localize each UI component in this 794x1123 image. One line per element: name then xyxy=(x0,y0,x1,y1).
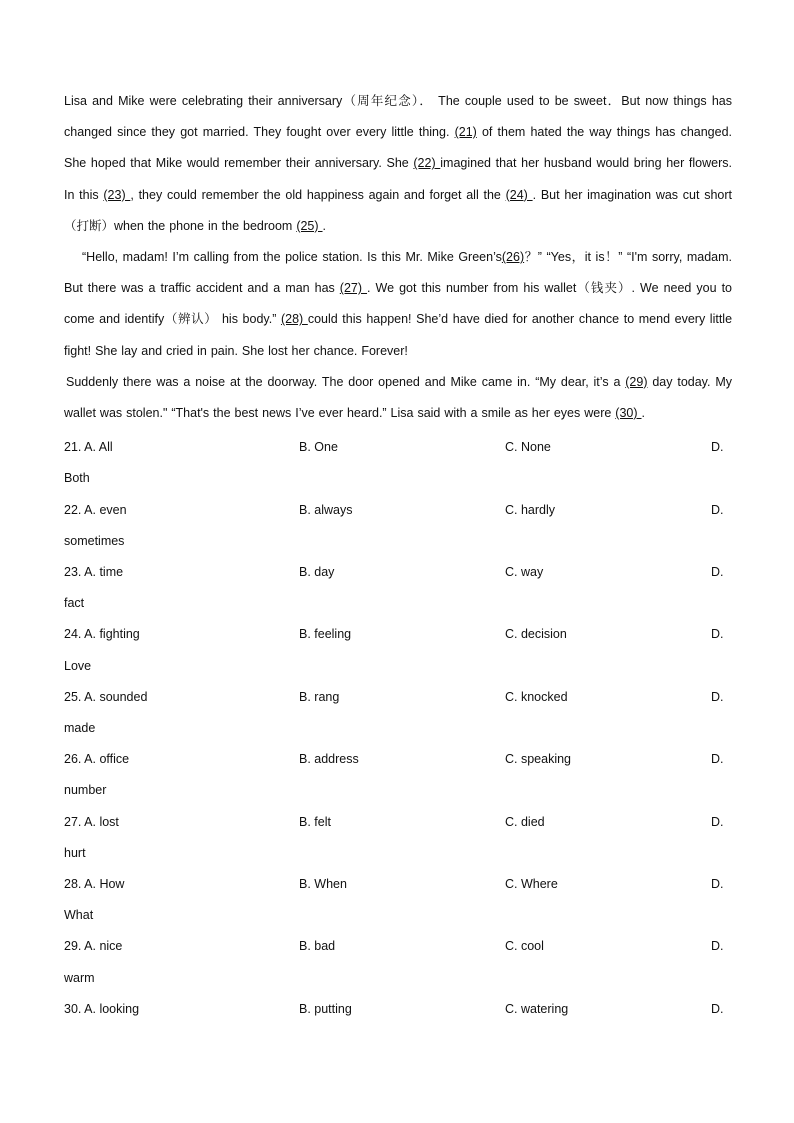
option-c: C. None xyxy=(505,440,551,455)
answer-blank: (21) xyxy=(454,125,477,140)
option-b: B. day xyxy=(299,565,335,580)
option-b: B. address xyxy=(299,752,359,767)
option-d-label: D. xyxy=(711,565,724,580)
question-row xyxy=(64,931,732,993)
passage-text: . We got this number from his wallet（钱夹）. We need you to come and identify（辨认） his body.” xyxy=(64,281,733,327)
option-a: 24. A. fighting xyxy=(64,627,140,642)
option-d-label: D. xyxy=(711,752,724,767)
option-c: C. way xyxy=(505,565,544,580)
question-row xyxy=(64,682,732,744)
option-a: 30. A. looking xyxy=(64,1001,140,1016)
option-a: 22. A. even xyxy=(64,502,127,517)
passage-text: Lisa and Mike were celebrating their anniversary（周年纪念）． The couple used to be sweet．But now things has changed since they got married. They fought over every little thing. xyxy=(64,94,732,140)
worksheet-page xyxy=(64,86,732,1025)
option-d-text: Both xyxy=(64,471,90,486)
option-c: C. decision xyxy=(505,627,567,642)
option-c: C. speaking xyxy=(505,752,572,767)
option-c: C. cool xyxy=(505,939,544,954)
option-b: B. One xyxy=(299,440,338,455)
question-row xyxy=(64,869,732,931)
option-d-label: D. xyxy=(711,1001,724,1016)
passage-text: “Hello, madam! I’m calling from the police station. Is this Mr. Mike Green’s xyxy=(82,250,502,265)
option-d-label: D. xyxy=(711,814,724,829)
question-row xyxy=(64,432,732,494)
option-d-label: D. xyxy=(711,939,724,954)
option-d-label: D. xyxy=(711,689,724,704)
answer-blank: (24) xyxy=(505,187,533,202)
question-row xyxy=(64,557,732,619)
answer-blank: (29) xyxy=(625,374,648,389)
option-d-text: fact xyxy=(64,596,85,611)
option-a: 26. A. office xyxy=(64,752,130,767)
question-row xyxy=(64,495,732,557)
option-d-text: Love xyxy=(64,658,92,673)
passage-text: ？” “Yes，it is！” “I'm sorry, madam. But there was a traffic accident and a man has xyxy=(64,250,732,296)
option-b: B. bad xyxy=(299,939,336,954)
question-row xyxy=(64,807,732,869)
answer-blank: (30) xyxy=(615,406,642,421)
option-b: B. rang xyxy=(299,689,340,704)
option-d-label: D. xyxy=(711,627,724,642)
passage-text: imagined that her husband would bring her flowers. In this xyxy=(64,156,732,202)
option-a: 27. A. lost xyxy=(64,814,119,829)
passage-paragraph-1 xyxy=(64,86,732,242)
question-row xyxy=(64,619,732,681)
passage-text: . xyxy=(641,406,645,421)
option-c: C. hardly xyxy=(505,502,556,517)
option-b: B. feeling xyxy=(299,627,352,642)
option-d-text: number xyxy=(64,783,107,798)
option-b: B. putting xyxy=(299,1001,352,1016)
option-b: B. felt xyxy=(299,814,331,829)
option-a: 21. A. All xyxy=(64,440,113,455)
passage-text: of them hated the way things has changed. She hoped that Mike would remember their anniversary. She xyxy=(64,125,733,171)
option-d-label: D. xyxy=(711,440,724,455)
option-b: B. always xyxy=(299,502,353,517)
option-a: 23. A. time xyxy=(64,565,124,580)
passage-text: could this happen! She’d have died for another chance to mend every little fight! She lay and cried in pain. She lost her chance. Forever! xyxy=(64,312,733,358)
option-d-label: D. xyxy=(711,502,724,517)
passage-text: Suddenly there was a noise at the doorway. The door opened and Mike came in. “My dear, it’s a xyxy=(66,374,626,389)
option-d-text: made xyxy=(64,720,96,735)
answer-blank: (26) xyxy=(501,250,525,265)
answer-blank: (23) xyxy=(103,187,131,202)
passage-paragraph-3 xyxy=(64,367,732,429)
option-c: C. watering xyxy=(505,1001,569,1016)
option-d-text: warm xyxy=(64,970,95,985)
passage-text: day today. My wallet was stolen." “That's the best news I’ve ever heard.” Lisa said with a smile as her eyes were xyxy=(64,374,732,421)
passage-paragraph-2 xyxy=(64,242,732,367)
option-c: C. died xyxy=(505,814,545,829)
question-row xyxy=(64,994,732,1025)
answer-blank: (22) xyxy=(413,156,441,171)
answer-blank: (27) xyxy=(339,281,368,296)
passage-text: . xyxy=(322,218,326,233)
option-a: 25. A. sounded xyxy=(64,689,148,704)
option-a: 28. A. How xyxy=(64,876,125,891)
option-c: C. knocked xyxy=(505,689,568,704)
question-list xyxy=(64,432,732,1025)
question-row xyxy=(64,744,732,806)
passage-text: , they could remember the old happiness again and forget all the xyxy=(130,187,506,202)
option-c: C. Where xyxy=(505,876,558,891)
option-d-text: hurt xyxy=(64,845,86,860)
option-b: B. When xyxy=(299,876,347,891)
option-d-text: sometimes xyxy=(64,533,125,548)
answer-blank: (25) xyxy=(296,218,323,233)
option-d-text: What xyxy=(64,908,94,923)
option-a: 29. A. nice xyxy=(64,939,123,954)
answer-blank: (28) xyxy=(280,312,308,327)
option-d-label: D. xyxy=(711,876,724,891)
passage-text: . But her imagination was cut short（打断）when the phone in the bedroom xyxy=(64,187,733,233)
